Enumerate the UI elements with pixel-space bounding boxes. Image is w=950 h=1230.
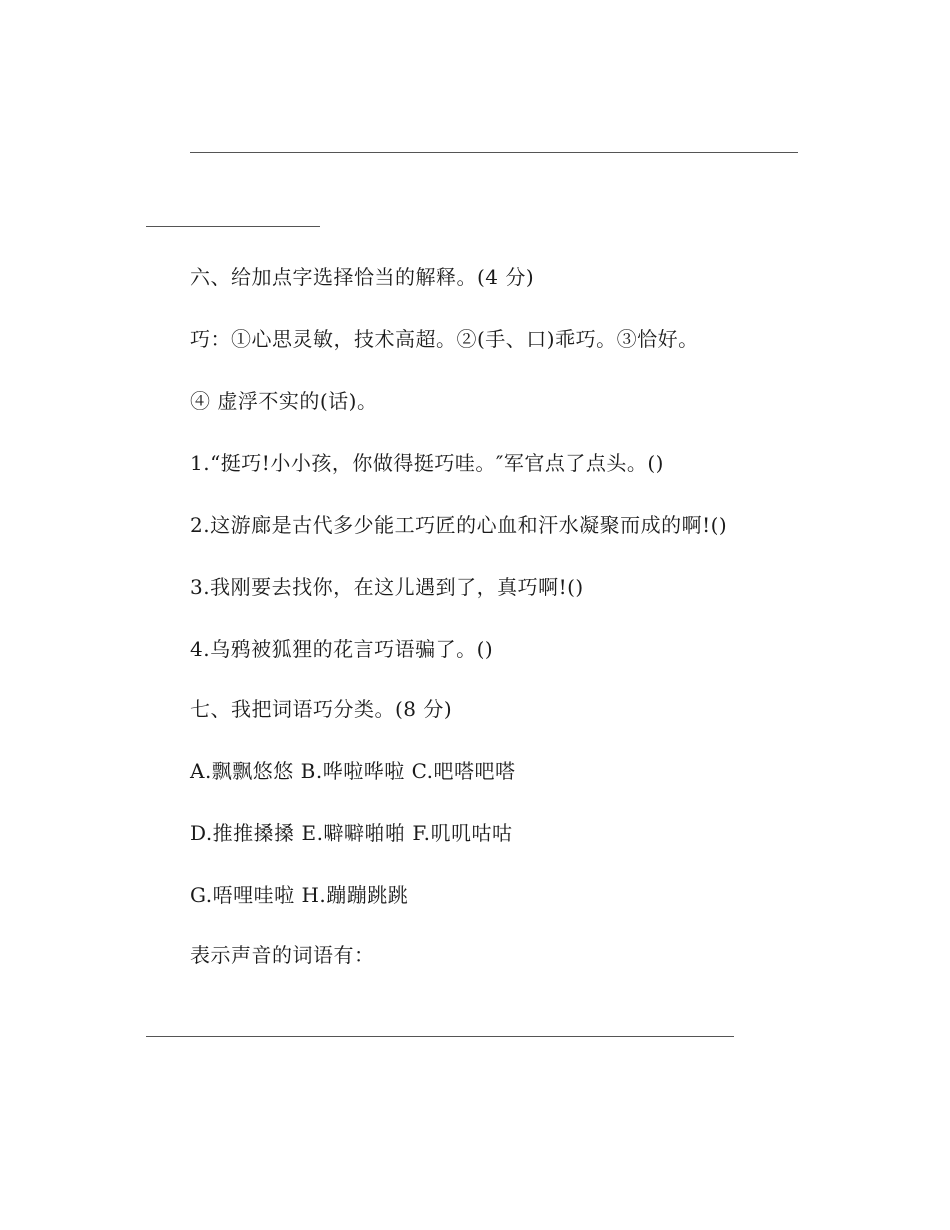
word-options-row-3: G.唔哩哇啦 H.蹦蹦跳跳: [190, 883, 409, 907]
question-item-1: 1.“挺巧!小小孩，你做得挺巧哇。″军官点了点头。(): [190, 451, 664, 475]
definitions-line-1: 巧：①心思灵敏，技术高超。②(手、口)乖巧。③恰好。: [190, 327, 699, 351]
word-options-row-2: D.推推搡搡 E.噼噼啪啪 F.叽叽咕咕: [190, 821, 513, 845]
answer-line-short: [146, 226, 320, 227]
section6-title: 六、给加点字选择恰当的解释。(4 分): [190, 265, 535, 289]
word-options-row-1: A.飘飘悠悠 B.哗啦哗啦 C.吧嗒吧嗒: [190, 759, 516, 783]
sound-words-prompt: 表示声音的词语有：: [190, 943, 375, 967]
answer-line-bottom: [146, 1036, 734, 1037]
section7-title: 七、我把词语巧分类。(8 分): [190, 697, 453, 721]
answer-line-top: [190, 152, 798, 153]
question-item-4: 4.乌鸦被狐狸的花言巧语骗了。(): [190, 637, 494, 661]
question-item-2: 2.这游廊是古代多少能工巧匠的心血和汗水凝聚而成的啊!(): [190, 513, 728, 537]
definitions-line-2: ④ 虚浮不实的(话)。: [190, 389, 378, 413]
question-item-3: 3.我刚要去找你，在这儿遇到了，真巧啊!(): [190, 575, 584, 599]
